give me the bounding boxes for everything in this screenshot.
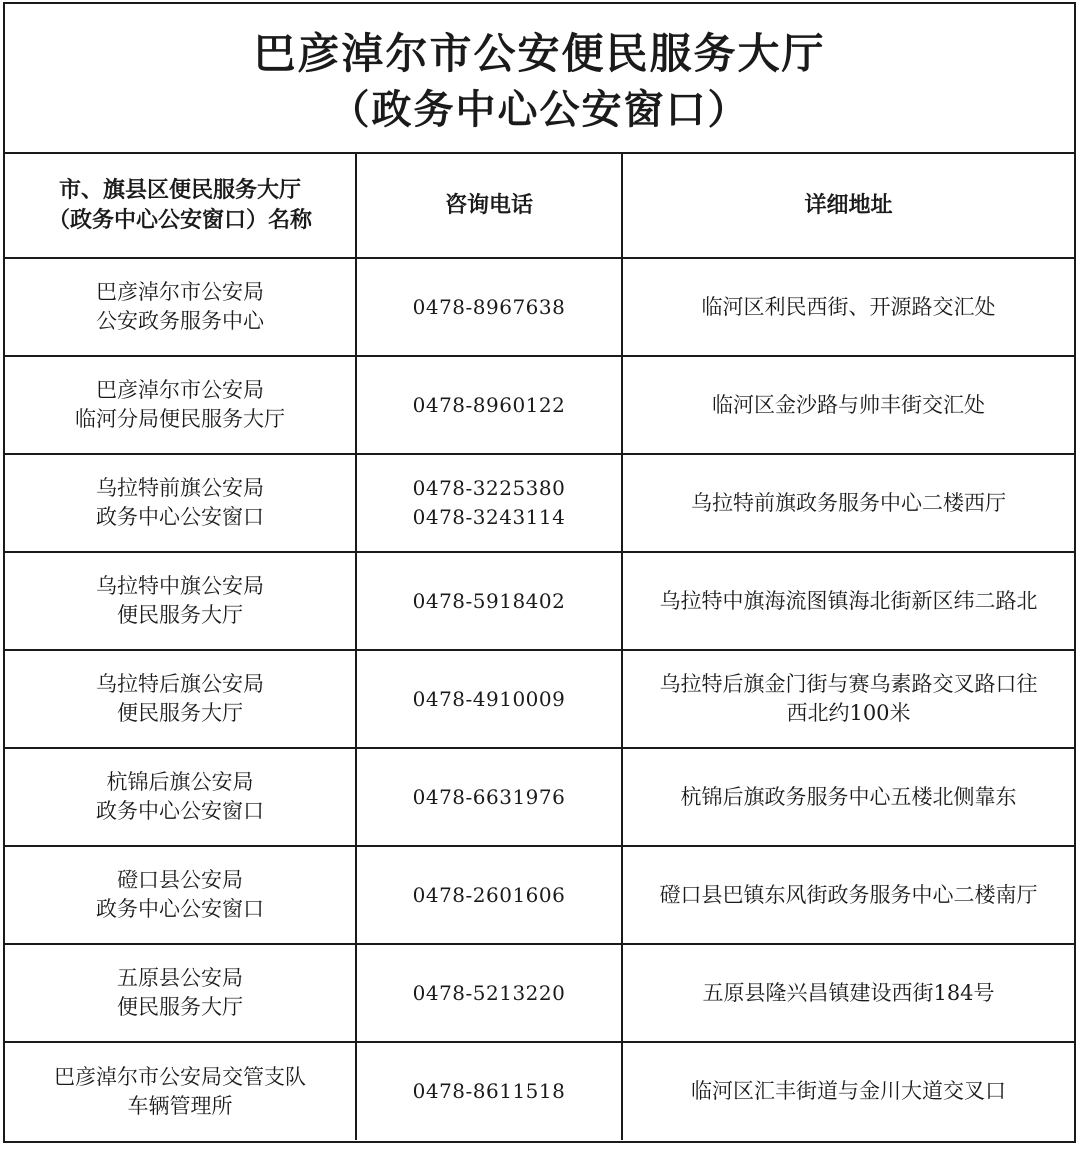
cell-address-line: 乌拉特中旗海流图镇海北街新区纬二路北 xyxy=(659,588,1038,613)
cell-hall-name-line: 巴彦淖尔市公安局 xyxy=(96,280,264,304)
cell-address-line: 临河区金沙路与帅丰街交汇处 xyxy=(712,392,985,417)
cell-address xyxy=(622,1042,1074,1140)
cell-phone-line: 0478-8960122 xyxy=(412,392,566,417)
cell-address xyxy=(622,258,1074,356)
cell-hall-name xyxy=(5,454,356,552)
cell-address-line: 磴口县巴镇东风街政务服务中心二楼南厅 xyxy=(659,882,1038,907)
cell-phone-line: 0478-6631976 xyxy=(412,784,566,809)
cell-address-line: 西北约100米 xyxy=(786,701,911,725)
cell-hall-name-line: 便民服务大厅 xyxy=(117,995,243,1019)
cell-hall-name-line: 临河分局便民服务大厅 xyxy=(75,407,285,431)
cell-phone-line: 0478-8611518 xyxy=(412,1079,566,1103)
cell-hall-name-line: 五原县公安局 xyxy=(117,966,243,990)
cell-hall-name xyxy=(5,356,356,454)
cell-hall-name xyxy=(5,258,356,356)
cell-hall-name-line: 车辆管理所 xyxy=(127,1093,233,1118)
service-hall-table-sheet xyxy=(3,2,1076,1143)
cell-hall-name-line: 巴彦淖尔市公安局交管支队 xyxy=(54,1064,306,1089)
cell-phone xyxy=(356,650,622,748)
cell-phone xyxy=(356,552,622,650)
cell-hall-name-line: 政务中心公安窗口 xyxy=(96,799,264,823)
cell-phone xyxy=(356,846,622,944)
cell-hall-name-line: 杭锦后旗公安局 xyxy=(106,770,254,794)
cell-phone xyxy=(356,944,622,1042)
cell-phone-line: 0478-3243114 xyxy=(412,505,566,529)
cell-hall-name-line: 便民服务大厅 xyxy=(117,701,243,725)
cell-phone-line: 0478-5213220 xyxy=(412,980,566,1005)
cell-phone xyxy=(356,258,622,356)
cell-hall-name xyxy=(5,846,356,944)
cell-address xyxy=(622,748,1074,846)
cell-hall-name-line: 乌拉特前旗公安局 xyxy=(96,476,264,500)
cell-hall-name xyxy=(5,650,356,748)
header-phone: 咨询电话 xyxy=(356,152,622,258)
cell-hall-name-line: 便民服务大厅 xyxy=(117,603,243,627)
table-row xyxy=(5,552,1074,650)
cell-hall-name-line: 公安政务服务中心 xyxy=(96,309,264,333)
cell-hall-name xyxy=(5,1042,356,1140)
cell-hall-name-line: 政务中心公安窗口 xyxy=(96,897,264,921)
cell-phone-line: 0478-5918402 xyxy=(412,588,566,613)
table-row xyxy=(5,258,1074,356)
cell-phone-line: 0478-4910009 xyxy=(412,686,566,711)
cell-phone xyxy=(356,356,622,454)
cell-phone xyxy=(356,748,622,846)
cell-address-line: 乌拉特前旗政务服务中心二楼西厅 xyxy=(691,490,1006,515)
cell-phone xyxy=(356,1042,622,1140)
cell-address xyxy=(622,650,1074,748)
cell-hall-name xyxy=(5,944,356,1042)
table-row xyxy=(5,454,1074,552)
cell-address xyxy=(622,552,1074,650)
cell-phone xyxy=(356,454,622,552)
cell-hall-name-line: 乌拉特中旗公安局 xyxy=(96,574,264,598)
header-name-line: （政务中心公安窗口）名称 xyxy=(47,206,312,233)
cell-phone-line: 0478-8967638 xyxy=(412,294,566,319)
cell-hall-name-line: 政务中心公安窗口 xyxy=(96,505,264,529)
table-row xyxy=(5,944,1074,1042)
cell-address xyxy=(622,454,1074,552)
cell-address-line: 乌拉特后旗金门街与赛乌素路交叉路口往 xyxy=(659,672,1038,696)
header-name xyxy=(5,152,356,258)
cell-address xyxy=(622,846,1074,944)
cell-address xyxy=(622,944,1074,1042)
table-row xyxy=(5,748,1074,846)
page-title: 巴彦淖尔市公安便民服务大厅 xyxy=(253,29,826,78)
cell-address-line: 杭锦后旗政务服务中心五楼北侧靠东 xyxy=(680,784,1017,809)
cell-hall-name xyxy=(5,552,356,650)
cell-hall-name-line: 磴口县公安局 xyxy=(117,868,243,892)
cell-hall-name-line: 乌拉特后旗公安局 xyxy=(96,672,264,696)
table-row xyxy=(5,1042,1074,1140)
header-name-line: 市、旗县区便民服务大厅 xyxy=(58,176,301,203)
cell-phone-line: 0478-2601606 xyxy=(412,882,566,907)
header-address: 详细地址 xyxy=(622,152,1074,258)
cell-hall-name-line: 巴彦淖尔市公安局 xyxy=(96,378,264,402)
cell-phone-line: 0478-3225380 xyxy=(412,476,566,500)
title-block xyxy=(5,4,1074,154)
service-hall-table xyxy=(5,152,1074,1140)
cell-hall-name xyxy=(5,748,356,846)
cell-address-line: 五原县隆兴昌镇建设西街184号 xyxy=(702,980,995,1005)
cell-address-line: 临河区利民西街、开源路交汇处 xyxy=(701,294,996,319)
cell-address-line: 临河区汇丰街道与金川大道交叉口 xyxy=(691,1079,1006,1103)
page-subtitle: （政务中心公安窗口） xyxy=(329,86,750,133)
table-header-row xyxy=(5,152,1074,258)
table-row xyxy=(5,650,1074,748)
cell-address xyxy=(622,356,1074,454)
table-row xyxy=(5,356,1074,454)
table-row xyxy=(5,846,1074,944)
